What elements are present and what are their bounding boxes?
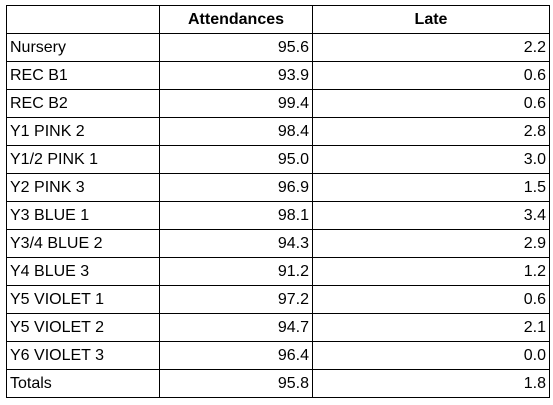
- late-cell: 2.9: [313, 230, 550, 258]
- class-name-cell: Y1/2 PINK 1: [7, 146, 160, 174]
- late-cell: 0.6: [313, 90, 550, 118]
- late-cell: 1.8: [313, 370, 550, 398]
- header-row: [7, 6, 550, 34]
- attendances-cell: 99.4: [160, 90, 313, 118]
- late-cell: 2.2: [313, 34, 550, 62]
- attendances-cell: 95.8: [160, 370, 313, 398]
- late-cell: 1.2: [313, 258, 550, 286]
- class-name-cell: Y5 VIOLET 1: [7, 286, 160, 314]
- class-name-cell: Y2 PINK 3: [7, 174, 160, 202]
- attendances-cell: 95.6: [160, 34, 313, 62]
- class-name-cell: Nursery: [7, 34, 160, 62]
- late-cell: 0.0: [313, 342, 550, 370]
- table-body: [7, 34, 550, 398]
- late-cell: 3.4: [313, 202, 550, 230]
- totals-row: [7, 370, 550, 398]
- late-cell: 3.0: [313, 146, 550, 174]
- class-name-cell: Y3 BLUE 1: [7, 202, 160, 230]
- class-name-cell: Y4 BLUE 3: [7, 258, 160, 286]
- table-row: [7, 146, 550, 174]
- class-name-cell: Totals: [7, 370, 160, 398]
- late-cell: 2.8: [313, 118, 550, 146]
- attendances-cell: 98.4: [160, 118, 313, 146]
- attendances-cell: 96.4: [160, 342, 313, 370]
- late-cell: 0.6: [313, 62, 550, 90]
- header-cell-attendances: Attendances: [160, 6, 313, 34]
- table-row: [7, 174, 550, 202]
- table-row: [7, 258, 550, 286]
- attendances-cell: 97.2: [160, 286, 313, 314]
- table-row: [7, 34, 550, 62]
- attendances-cell: 94.7: [160, 314, 313, 342]
- class-name-cell: REC B2: [7, 90, 160, 118]
- attendances-cell: 93.9: [160, 62, 313, 90]
- table-row: [7, 314, 550, 342]
- class-name-cell: Y5 VIOLET 2: [7, 314, 160, 342]
- table-row: [7, 342, 550, 370]
- class-name-cell: Y3/4 BLUE 2: [7, 230, 160, 258]
- table-row: [7, 286, 550, 314]
- class-name-cell: REC B1: [7, 62, 160, 90]
- attendances-cell: 98.1: [160, 202, 313, 230]
- late-cell: 2.1: [313, 314, 550, 342]
- attendances-cell: 96.9: [160, 174, 313, 202]
- table-row: [7, 202, 550, 230]
- attendance-table: [6, 5, 550, 398]
- attendances-cell: 95.0: [160, 146, 313, 174]
- late-cell: 0.6: [313, 286, 550, 314]
- table-row: [7, 118, 550, 146]
- table-row: [7, 90, 550, 118]
- attendances-cell: 94.3: [160, 230, 313, 258]
- late-cell: 1.5: [313, 174, 550, 202]
- table-row: [7, 62, 550, 90]
- class-name-cell: Y6 VIOLET 3: [7, 342, 160, 370]
- attendances-cell: 91.2: [160, 258, 313, 286]
- class-name-cell: Y1 PINK 2: [7, 118, 160, 146]
- table-row: [7, 230, 550, 258]
- header-cell-class: [7, 6, 160, 34]
- header-cell-late: Late: [313, 6, 550, 34]
